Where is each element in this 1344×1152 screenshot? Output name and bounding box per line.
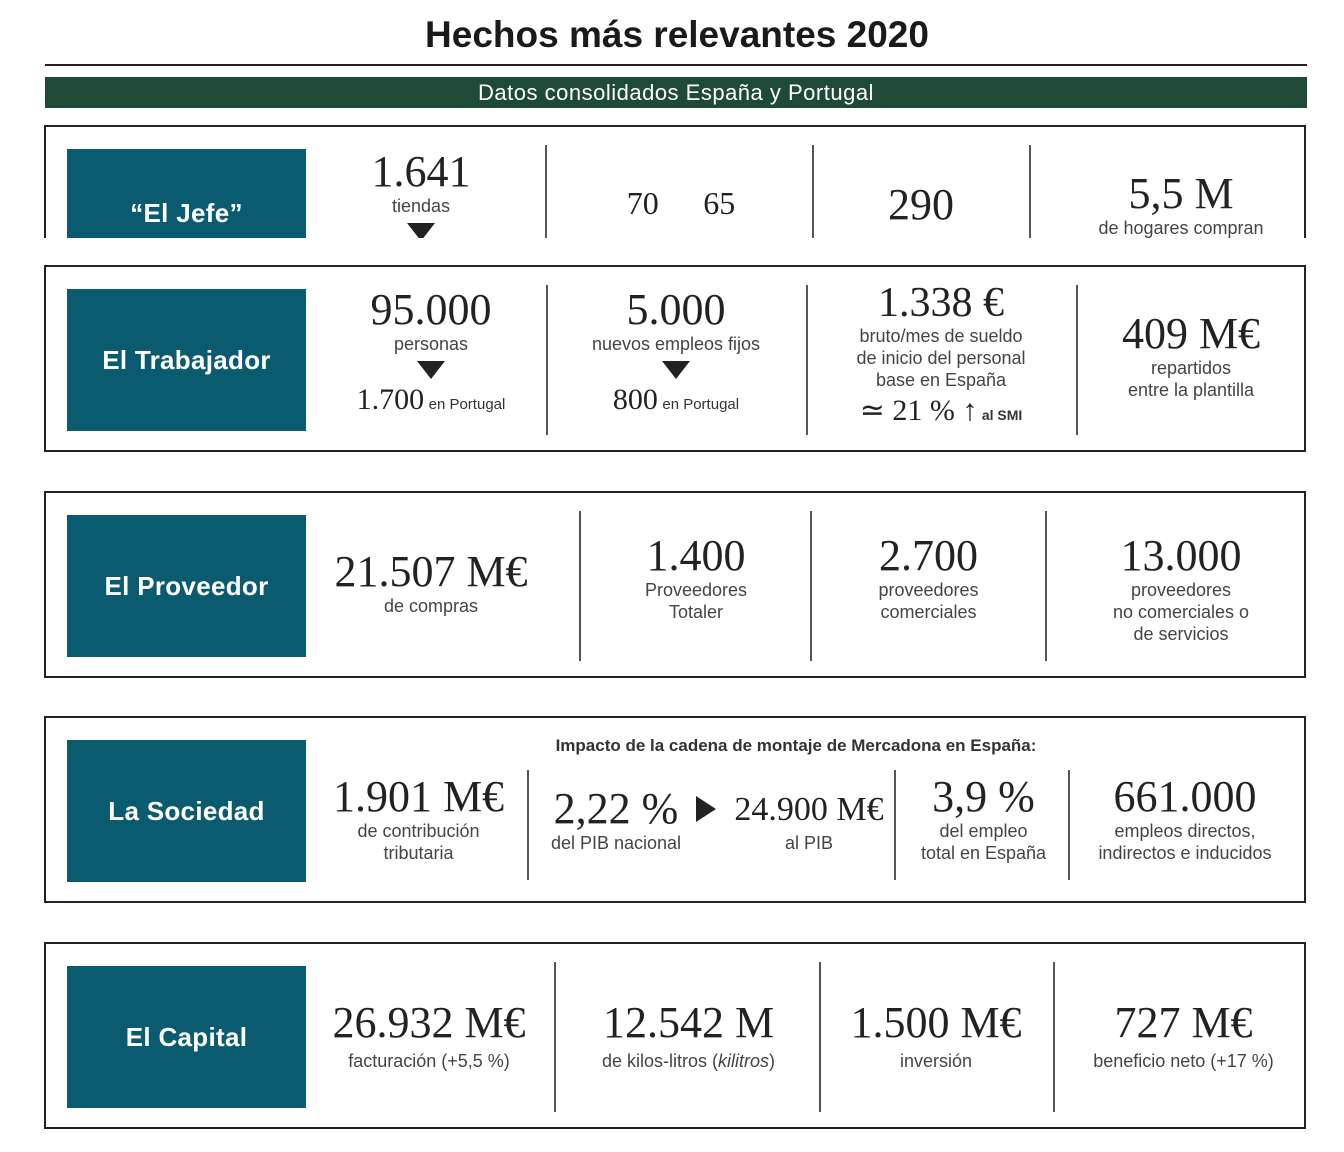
stat-hogares	[1066, 171, 1296, 238]
stat-value: 3,9 %	[932, 772, 1035, 821]
stat-label: comerciales	[880, 602, 977, 623]
stat-label-part: )	[769, 1051, 776, 1072]
divider	[812, 145, 814, 238]
stat-value: 290	[888, 180, 954, 229]
arrow-down-icon	[407, 223, 435, 238]
arrow-down-icon	[417, 361, 445, 379]
stat-value: 1.338 €	[878, 280, 1004, 326]
stat-label: tiendas	[391, 196, 451, 217]
stat-label: total en España	[920, 843, 1047, 864]
stat-label: de servicios	[1133, 624, 1229, 645]
subtitle-banner: Datos consolidados España y Portugal	[45, 77, 1307, 108]
stat-label: proveedores	[1130, 580, 1232, 601]
panel-label: El Proveedor	[67, 515, 306, 657]
stat-label: de hogares compran	[1098, 218, 1264, 238]
page-title: Hechos más relevantes 2020	[425, 14, 929, 55]
panel-el-proveedor	[44, 491, 1306, 678]
divider	[527, 770, 529, 880]
stat-290	[836, 182, 1006, 228]
stat-pib	[536, 786, 696, 854]
stat-label: tributaria	[383, 843, 454, 864]
stat-label: base en España	[875, 370, 1007, 391]
divider	[579, 511, 581, 661]
stat-value: 1.641	[371, 147, 471, 196]
stat-value: 13.000	[1120, 531, 1242, 580]
stat-empleos-totales	[1076, 774, 1294, 864]
divider	[810, 511, 812, 661]
stat-value: 409 M€	[1121, 309, 1261, 358]
stat-value: 2,22 %	[553, 784, 679, 833]
stat-proveedores-comerciales	[826, 533, 1031, 623]
stat-label: nuevos empleos fijos	[591, 334, 761, 355]
stat-beneficio	[1071, 1000, 1296, 1072]
stat-repartidos	[1086, 311, 1296, 401]
divider	[554, 962, 556, 1112]
stat-value: 65	[703, 185, 736, 221]
panel-el-trabajador	[44, 265, 1306, 452]
divider	[545, 145, 547, 238]
panel-el-jefe	[44, 125, 1306, 238]
stat-sublabel: al SMI	[981, 407, 1023, 424]
stat-label-part: de kilos-litros (	[601, 1051, 718, 1072]
stat-value: 5.000	[626, 285, 726, 334]
stat-subvalue: 800	[612, 383, 658, 417]
stat-value: 1.901 M€	[332, 772, 505, 821]
stat-sublabel: en Portugal	[428, 396, 506, 414]
stat-value: 727 M€	[1114, 998, 1253, 1047]
stat-label: personas	[393, 334, 469, 355]
stat-value: 95.000	[370, 285, 492, 334]
arrow-right-icon	[696, 796, 716, 822]
stat-label: de contribución	[357, 821, 480, 842]
divider	[806, 285, 808, 435]
stat-label: proveedores	[878, 580, 979, 601]
stat-label: beneficio neto (+17 %)	[1093, 1051, 1274, 1072]
stat-label: indirectos e inducidos	[1098, 843, 1272, 864]
stat-label: empleos directos,	[1114, 821, 1256, 842]
stat-label: bruto/mes de sueldo	[859, 326, 1023, 347]
panel-el-capital	[44, 942, 1306, 1129]
panel-label: “El Jefe”	[67, 149, 306, 238]
stat-sueldo	[821, 281, 1061, 428]
stat-kilitros	[571, 1000, 806, 1072]
title-rule	[45, 64, 1307, 66]
stat-label: no comerciales o	[1112, 602, 1250, 623]
stat-subvalue: ≃ 21 % ↑	[859, 394, 978, 428]
stat-value: 661.000	[1113, 772, 1257, 821]
panel-label: El Trabajador	[67, 289, 306, 431]
stat-label-emphasis: kilitros	[718, 1051, 770, 1072]
stat-compras	[321, 549, 541, 617]
divider	[1076, 285, 1078, 435]
stat-proveedores-totales	[596, 533, 796, 623]
stat-personas	[326, 287, 536, 417]
arrow-right-cell	[690, 796, 720, 822]
stat-label: al PIB	[784, 832, 834, 853]
panel-la-sociedad	[44, 716, 1306, 903]
stat-label: Proveedores	[644, 580, 748, 601]
divider	[546, 285, 548, 435]
stat-tiendas	[326, 149, 516, 238]
stat-label: del PIB nacional	[550, 833, 682, 854]
stat-value: 21.507 M€	[334, 547, 528, 596]
panel-label: El Capital	[67, 966, 306, 1108]
divider	[1045, 511, 1047, 661]
stat-value: 70	[626, 185, 659, 221]
section-heading: Impacto de la cadena de montaje de Mercadona en España:	[555, 736, 1037, 755]
stat-pib-euros	[724, 792, 894, 854]
stat-facturacion	[318, 1000, 540, 1072]
divider	[894, 770, 896, 880]
stat-empleo	[901, 774, 1066, 864]
stat-value: 1.500 M€	[850, 998, 1022, 1047]
stat-proveedores-servicios	[1066, 533, 1296, 645]
divider	[1053, 962, 1055, 1112]
arrow-down-icon	[662, 361, 690, 379]
stat-contribucion	[321, 774, 516, 864]
stat-label	[571, 1050, 806, 1072]
stat-subvalue: 1.700	[356, 383, 425, 417]
stat-label: de compras	[383, 596, 479, 617]
stat-value: 2.700	[879, 531, 978, 580]
stat-label: repartidos	[1150, 358, 1232, 379]
stat-label: facturación (+5,5 %)	[348, 1051, 510, 1072]
stat-sublabel: en Portugal	[662, 396, 740, 414]
stat-value: 26.932 M€	[332, 998, 526, 1047]
stat-empleos-fijos	[566, 287, 786, 417]
stat-label: entre la plantilla	[1127, 380, 1255, 401]
stat-value: 12.542 M	[602, 998, 775, 1047]
stat-value: 5,5 M	[1128, 169, 1234, 218]
divider	[1068, 770, 1070, 880]
stat-value: 24.900 M€	[734, 791, 884, 828]
divider	[819, 962, 821, 1112]
panel-label: La Sociedad	[67, 740, 306, 882]
stat-label: del empleo	[939, 821, 1028, 842]
stat-value: 1.400	[646, 531, 746, 580]
stat-inversion	[831, 1000, 1041, 1072]
stat-pair	[606, 185, 756, 222]
divider	[1029, 145, 1031, 238]
stat-label: inversión	[899, 1051, 973, 1072]
stat-label: de inicio del personal	[856, 348, 1026, 369]
stat-label: Totaler	[668, 602, 724, 623]
